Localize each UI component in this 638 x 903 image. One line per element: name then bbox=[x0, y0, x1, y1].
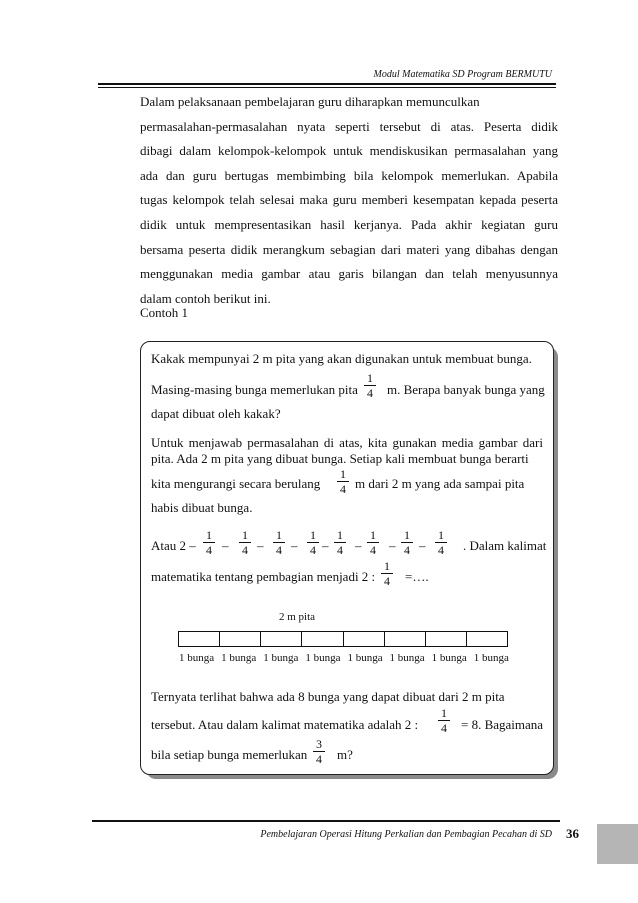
segment-label: 1 bunga bbox=[431, 652, 467, 664]
ribbon-segment-labels bbox=[179, 652, 509, 664]
segment-label: 1 bunga bbox=[473, 652, 509, 664]
minus-sign: – bbox=[322, 538, 329, 553]
fraction-one-quarter: $\frac{1}{4}$ bbox=[364, 372, 376, 399]
ribbon-segment bbox=[261, 632, 302, 646]
footer-rule bbox=[92, 820, 560, 822]
solution-line-4: habis dibuat bunga. bbox=[151, 500, 253, 515]
fraction-one-quarter: $\frac{1}{4}$ bbox=[239, 529, 251, 556]
intro-line: permasalahan-permasalahan nyata seperti tersebut di atas. Peserta didik bbox=[140, 118, 558, 134]
intro-paragraph bbox=[140, 90, 558, 311]
solution-line-3: kita mengurangi secara berulang m dari 2 m yang ada sampai pita bbox=[151, 476, 525, 491]
ribbon-strip bbox=[178, 631, 508, 647]
page-tab-block bbox=[597, 824, 638, 864]
segment-label: 1 bunga bbox=[347, 652, 383, 664]
ribbon-segment bbox=[385, 632, 426, 646]
intro-line: Dalam pelaksanaan pembelajaran guru diharapkan memunculkan bbox=[140, 94, 480, 109]
running-footer: Pembelajaran Operasi Hitung Perkalian dan Pembagian Pecahan di SD bbox=[260, 829, 552, 840]
ribbon-segment bbox=[179, 632, 220, 646]
minus-sign: – bbox=[257, 538, 264, 553]
intro-line: dibagi dalam kelompok-kelompok untuk mendiskusikan permasalahan yang bbox=[140, 143, 558, 159]
minus-sign: – bbox=[291, 538, 298, 553]
minus-sign: – bbox=[389, 538, 396, 553]
fraction-one-quarter: $\frac{1}{4}$ bbox=[401, 529, 413, 556]
intro-line: menggunakan media gambar atau garis bilangan dan telah menyusunnya bbox=[140, 266, 558, 282]
ribbon-segment bbox=[344, 632, 385, 646]
header-rule bbox=[98, 83, 556, 85]
minus-sign: – bbox=[222, 538, 229, 553]
minus-sign: – bbox=[419, 538, 426, 553]
segment-label: 1 bunga bbox=[263, 652, 299, 664]
conclusion-line-2: tersebut. Atau dalam kalimat matematika adalah 2 : = 8. Bagaimana bbox=[151, 717, 544, 732]
intro-line: ada dan guru bertugas membimbing bila kelompok memerlukan. Apabila bbox=[140, 167, 558, 183]
fraction-one-quarter: $\frac{1}{4}$ bbox=[203, 529, 215, 556]
page-number: 36 bbox=[566, 826, 579, 841]
fraction-one-quarter: $\frac{1}{4}$ bbox=[337, 468, 349, 495]
intro-line: bersama peserta didik merangkum sebagian dari materi yang dibahas dengan bbox=[140, 241, 558, 257]
running-header: Modul Matematika SD Program BERMUTU bbox=[373, 69, 552, 80]
segment-label: 1 bunga bbox=[305, 652, 341, 664]
fraction-one-quarter: $\frac{1}{4}$ bbox=[273, 529, 285, 556]
conclusion-line-3: bila setiap bunga memerlukan m? bbox=[151, 747, 353, 762]
problem-line-2: Masing-masing bunga memerlukan pita m. Berapa banyak bunga yang bbox=[151, 382, 545, 397]
segment-label: 1 bunga bbox=[389, 652, 425, 664]
fraction-one-quarter: $\frac{1}{4}$ bbox=[435, 529, 447, 556]
intro-line: tugas kelompok telah selesai maka guru memberi kesempatan kepada peserta bbox=[140, 192, 558, 208]
problem-line-3: dapat dibuat oleh kakak? bbox=[151, 406, 281, 421]
segment-label: 1 bunga bbox=[179, 652, 215, 664]
example-label: Contoh 1 bbox=[140, 305, 189, 320]
problem-line-1: Kakak mempunyai 2 m pita yang akan digunakan untuk membuat bunga. bbox=[151, 351, 532, 366]
fraction-three-quarters: $\frac{3}{4}$ bbox=[313, 738, 325, 765]
ribbon-segment bbox=[302, 632, 343, 646]
segment-label: 1 bunga bbox=[221, 652, 257, 664]
ribbon-strip-label: 2 m pita bbox=[279, 611, 316, 623]
division-question-line: matematika tentang pembagian menjadi 2 : =…. bbox=[151, 569, 429, 584]
fraction-one-quarter: $\frac{1}{4}$ bbox=[367, 529, 379, 556]
ribbon-segment bbox=[220, 632, 261, 646]
fraction-one-quarter: $\frac{1}{4}$ bbox=[334, 529, 346, 556]
header-rule-thin bbox=[98, 87, 556, 88]
ribbon-segment bbox=[426, 632, 467, 646]
ribbon-segment bbox=[467, 632, 507, 646]
intro-line: dalam contoh berikut ini. bbox=[140, 290, 271, 306]
solution-line-2: pita. Ada 2 m pita yang dibuat bunga. Setiap kali membuat bunga berarti bbox=[151, 451, 529, 466]
minus-sign: – bbox=[355, 538, 362, 553]
example-box bbox=[140, 341, 554, 775]
conclusion-line-1: Ternyata terlihat bahwa ada 8 bunga yang dapat dibuat dari 2 m pita bbox=[151, 689, 505, 704]
fraction-one-quarter: $\frac{1}{4}$ bbox=[438, 707, 450, 734]
fraction-one-quarter: $\frac{1}{4}$ bbox=[381, 560, 393, 587]
solution-line-1: Untuk menjawab permasalahan di atas, kita gunakan media gambar dari bbox=[151, 435, 543, 450]
intro-line: didik untuk mempresentasikan hasil kerjanya. Pada akhir kegiatan guru bbox=[140, 216, 558, 232]
fraction-one-quarter: $\frac{1}{4}$ bbox=[307, 529, 319, 556]
subtraction-line: Atau 2 – . Dalam kalimat bbox=[151, 538, 547, 553]
